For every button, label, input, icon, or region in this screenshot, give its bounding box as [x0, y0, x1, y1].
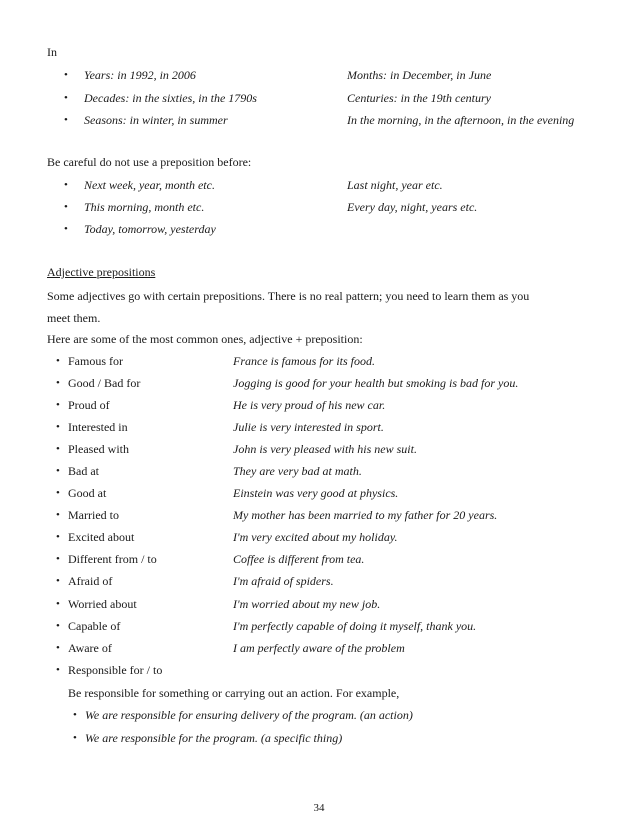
paragraph-line: Some adjectives go with certain prepositions. There is no real pattern; you need to learn them as you	[47, 289, 530, 303]
in-item-left: Years: in 1992, in 2006	[84, 68, 196, 82]
example-sentence: Jogging is good for your health but smoking is bad for you.	[233, 376, 519, 390]
example-sentence: We are responsible for the program. (a specific thing)	[85, 731, 343, 745]
bullet: •	[56, 443, 60, 455]
example-sentence: I am perfectly aware of the problem	[233, 641, 405, 655]
in-item-left: Decades: in the sixties, in the 1790s	[84, 91, 257, 105]
example-sentence: I'm perfectly capable of doing it myself, thank you.	[233, 619, 477, 633]
bullet: •	[64, 223, 68, 235]
adjective: Aware of	[68, 641, 112, 655]
bullet: •	[64, 114, 68, 126]
careful-item-right: Every day, night, years etc.	[347, 200, 478, 214]
example-sentence: John is very pleased with his new suit.	[233, 442, 417, 456]
careful-item-left: Next week, year, month etc.	[84, 178, 215, 192]
bullet: •	[56, 355, 60, 367]
bullet: •	[56, 598, 60, 610]
adjective: Good at	[68, 486, 107, 500]
adjective: Capable of	[68, 619, 121, 633]
example-sentence: I'm worried about my new job.	[233, 597, 381, 611]
example-sentence: I'm very excited about my holiday.	[233, 530, 398, 544]
in-item-right: Centuries: in the 19th century	[347, 91, 491, 105]
intro-in: In	[47, 45, 57, 59]
bullet: •	[64, 201, 68, 213]
bullet: •	[73, 732, 77, 744]
bullet: •	[56, 553, 60, 565]
bullet: •	[56, 377, 60, 389]
bullet: •	[64, 69, 68, 81]
bullet: •	[64, 92, 68, 104]
in-item-right: In the morning, in the afternoon, in the evening	[347, 113, 575, 127]
careful-item-left: This morning, month etc.	[84, 200, 205, 214]
adjective: Excited about	[68, 530, 135, 544]
bullet: •	[56, 575, 60, 587]
in-item-right: Months: in December, in June	[347, 68, 492, 82]
bullet: •	[56, 664, 60, 676]
careful-heading: Be careful do not use a preposition before:	[47, 155, 252, 169]
adjective: Proud of	[68, 398, 110, 412]
adjective: Pleased with	[68, 442, 129, 456]
example-sentence: They are very bad at math.	[233, 464, 362, 478]
example-sentence: I'm afraid of spiders.	[233, 574, 334, 588]
example-sentence: Julie is very interested in sport.	[233, 420, 384, 434]
bullet: •	[56, 620, 60, 632]
bullet: •	[56, 399, 60, 411]
example-sentence: Coffee is different from tea.	[233, 552, 365, 566]
careful-item-left: Today, tomorrow, yesterday	[84, 222, 216, 236]
example-sentence: Einstein was very good at physics.	[233, 486, 399, 500]
careful-item-right: Last night, year etc.	[347, 178, 443, 192]
bullet: •	[56, 421, 60, 433]
adjective: Bad at	[68, 464, 99, 478]
adjective: Good / Bad for	[68, 376, 141, 390]
page-number: 34	[313, 802, 325, 814]
example-sentence: My mother has been married to my father for 20 years.	[233, 508, 498, 522]
in-item-left: Seasons: in winter, in summer	[84, 113, 228, 127]
adjective: Interested in	[68, 420, 128, 434]
bullet: •	[64, 179, 68, 191]
adjective: Worried about	[68, 597, 137, 611]
bullet: •	[56, 487, 60, 499]
example-sentence: France is famous for its food.	[233, 354, 376, 368]
adjective: Famous for	[68, 354, 123, 368]
responsible-note: Be responsible for something or carrying out an action. For example,	[68, 686, 400, 700]
paragraph-line: meet them.	[47, 311, 101, 325]
example-sentence: We are responsible for ensuring delivery of the program. (an action)	[85, 708, 413, 722]
adjective: Afraid of	[68, 574, 113, 588]
example-sentence: He is very proud of his new car.	[233, 398, 386, 412]
paragraph-line: Here are some of the most common ones, adjective + preposition:	[47, 332, 363, 346]
adjective: Responsible for / to	[68, 663, 163, 677]
bullet: •	[56, 642, 60, 654]
adjective: Married to	[68, 508, 119, 522]
bullet: •	[56, 465, 60, 477]
bullet: •	[73, 709, 77, 721]
bullet: •	[56, 509, 60, 521]
section-heading: Adjective prepositions	[47, 265, 156, 279]
bullet: •	[56, 531, 60, 543]
adjective: Different from / to	[68, 552, 157, 566]
